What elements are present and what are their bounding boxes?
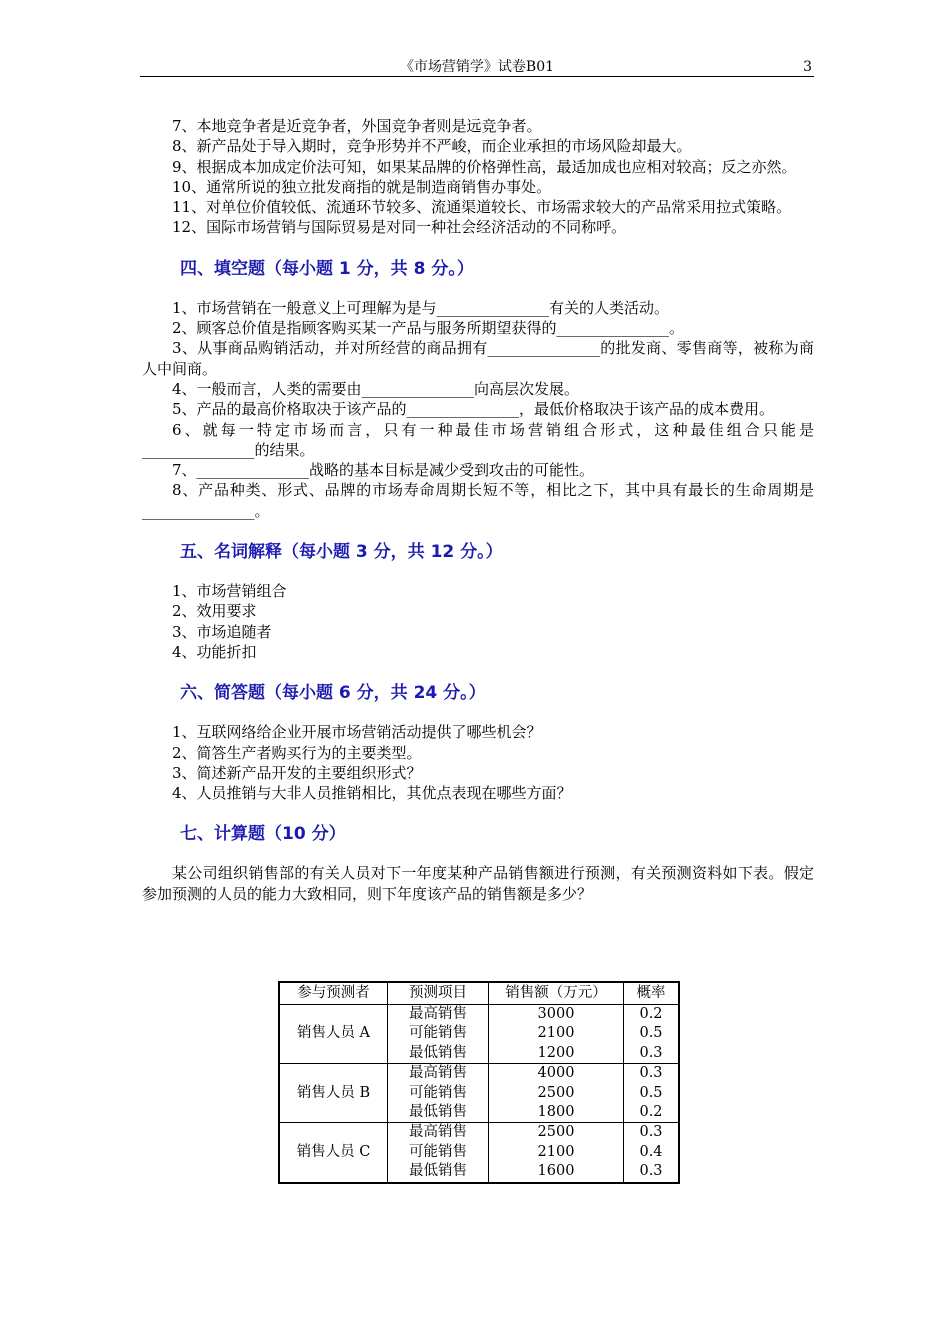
forecast-item-cell xyxy=(388,1123,489,1183)
probability-value: 0.3 xyxy=(639,1124,663,1141)
probability-value: 0.3 xyxy=(639,1065,663,1082)
forecast-item: 最高销售 xyxy=(409,1065,467,1082)
probability-value: 0.5 xyxy=(639,1025,663,1042)
table-header: 销售额（万元） xyxy=(489,982,624,1005)
section-heading-terms: 五、名词解释（每小题 3 分，共 12 分。） xyxy=(180,542,503,563)
calculation-question: 某公司组织销售部的有关人员对下一年度某种产品销售额进行预测，有关预测资料如下表。假定参加预测的人员的能力大致相同，则下年度该产品的销售额是多少？ xyxy=(142,864,814,903)
sales-value: 2500 xyxy=(537,1084,575,1101)
sales-value: 2100 xyxy=(537,1025,575,1042)
question-item: 3、简述新产品开发的主要组织形式？ xyxy=(172,763,422,782)
forecast-item: 最低销售 xyxy=(409,1163,467,1180)
sales-cell xyxy=(489,1064,624,1123)
table-header: 参与预测者 xyxy=(279,982,388,1005)
question-item: 7、_______________战略的基本目标是减少受到攻击的可能性。 xyxy=(172,461,595,480)
question-item: 1、市场营销组合 xyxy=(172,582,287,601)
question-item: 7、本地竞争者是近竞争者，外国竞争者则是远竞争者。 xyxy=(172,117,542,135)
probability-value: 0.3 xyxy=(639,1044,663,1061)
page-content xyxy=(142,116,814,904)
question-item: 2、顾客总价值是指顾客购买某一产品与服务所期望获得的_______________。 xyxy=(172,319,685,338)
question-item: 11、对单位价值较低、流通环节较多、流通渠道较长、市场需求较大的产品常采用拉式策略。 xyxy=(172,198,792,217)
probability-value: 0.2 xyxy=(639,1104,663,1121)
probability-cell xyxy=(624,1005,680,1064)
sales-value: 1600 xyxy=(537,1163,575,1180)
question-item: 4、一般而言，人类的需要由_______________向高层次发展。 xyxy=(172,379,580,398)
question-item: 2、简答生产者购买行为的主要类型。 xyxy=(172,743,422,762)
forecast-item: 可能销售 xyxy=(409,1143,467,1160)
question-item: 6、就每一特定市场而言，只有一种最佳市场营销组合形式，这种最佳组合只能是_______________的结果。 xyxy=(142,420,814,459)
forecast-item: 最高销售 xyxy=(409,1006,467,1022)
forecast-table xyxy=(278,981,680,1184)
forecast-item-cell xyxy=(388,1005,489,1064)
exam-title: 《市场营销学》试卷B01 xyxy=(399,59,555,75)
probability-value: 0.2 xyxy=(639,1006,663,1022)
sales-cell xyxy=(489,1123,624,1183)
sales-value: 2100 xyxy=(537,1143,575,1160)
question-item: 1、互联网络给企业开展市场营销活动提供了哪些机会？ xyxy=(172,723,542,742)
table-header: 预测项目 xyxy=(388,982,489,1005)
question-item: 9、根据成本加成定价法可知，如果某品牌的价格弹性高，最适加成也应相对较高；反之亦然。 xyxy=(172,157,797,176)
question-item: 4、功能折扣 xyxy=(172,642,257,661)
table-row xyxy=(279,1064,679,1123)
forecast-item: 最低销售 xyxy=(409,1104,467,1121)
section-heading-short-answer: 六、简答题（每小题 6 分，共 24 分。） xyxy=(180,683,486,704)
probability-value: 0.3 xyxy=(639,1163,663,1180)
forecast-item: 最高销售 xyxy=(409,1124,467,1141)
question-item: 8、新产品处于导入期时，竞争形势并不严峻，而企业承担的市场风险却最大。 xyxy=(172,137,692,156)
question-item: 4、人员推销与大非人员推销相比，其优点表现在哪些方面？ xyxy=(172,784,572,803)
table-header-row xyxy=(279,982,679,1005)
sales-value: 2500 xyxy=(537,1124,575,1141)
section-heading-fill-blank: 四、填空题（每小题 1 分，共 8 分。） xyxy=(180,258,474,279)
forecast-item: 可能销售 xyxy=(409,1084,467,1101)
sales-value: 1800 xyxy=(537,1104,575,1121)
forecaster-cell: 销售人员 C xyxy=(279,1123,388,1183)
forecast-item-cell xyxy=(388,1064,489,1123)
forecast-item: 最低销售 xyxy=(409,1044,467,1061)
sales-value: 1200 xyxy=(537,1044,575,1061)
sales-cell xyxy=(489,1005,624,1064)
forecaster-cell: 销售人员 A xyxy=(279,1005,388,1064)
question-item: 1、市场营销在一般意义上可理解为是与_______________有关的人类活动。 xyxy=(172,298,670,317)
sales-value: 4000 xyxy=(537,1065,575,1082)
forecast-item: 可能销售 xyxy=(409,1025,467,1042)
probability-value: 0.4 xyxy=(639,1143,663,1160)
section-heading-calculation: 七、计算题（10 分） xyxy=(180,824,346,845)
forecaster-cell: 销售人员 B xyxy=(279,1064,388,1123)
question-item: 10、通常所说的独立批发商指的就是制造商销售办事处。 xyxy=(172,177,552,196)
table-row xyxy=(279,1005,679,1064)
question-item: 12、国际市场营销与国际贸易是对同一种社会经济活动的不同称呼。 xyxy=(172,218,627,237)
sales-value: 3000 xyxy=(537,1006,575,1022)
question-item: 3、从事商品购销活动，并对所经营的商品拥有_______________的批发商、零售商等，被称为商人中间商。 xyxy=(142,339,814,378)
page-number: 3 xyxy=(803,59,812,75)
page-header xyxy=(140,58,814,77)
table-header: 概率 xyxy=(624,982,680,1005)
probability-cell xyxy=(624,1123,680,1183)
question-item: 8、产品种类、形式、品牌的市场寿命周期长短不等，相比之下，其中具有最长的生命周期是_______________。 xyxy=(142,481,814,520)
question-item: 5、产品的最高价格取决于该产品的_______________，最低价格取决于该产品的成本费用。 xyxy=(172,400,775,419)
question-item: 3、市场追随者 xyxy=(172,622,272,641)
question-item: 2、效用要求 xyxy=(172,602,257,621)
table-row xyxy=(279,1123,679,1183)
probability-cell xyxy=(624,1064,680,1123)
probability-value: 0.5 xyxy=(639,1084,663,1101)
